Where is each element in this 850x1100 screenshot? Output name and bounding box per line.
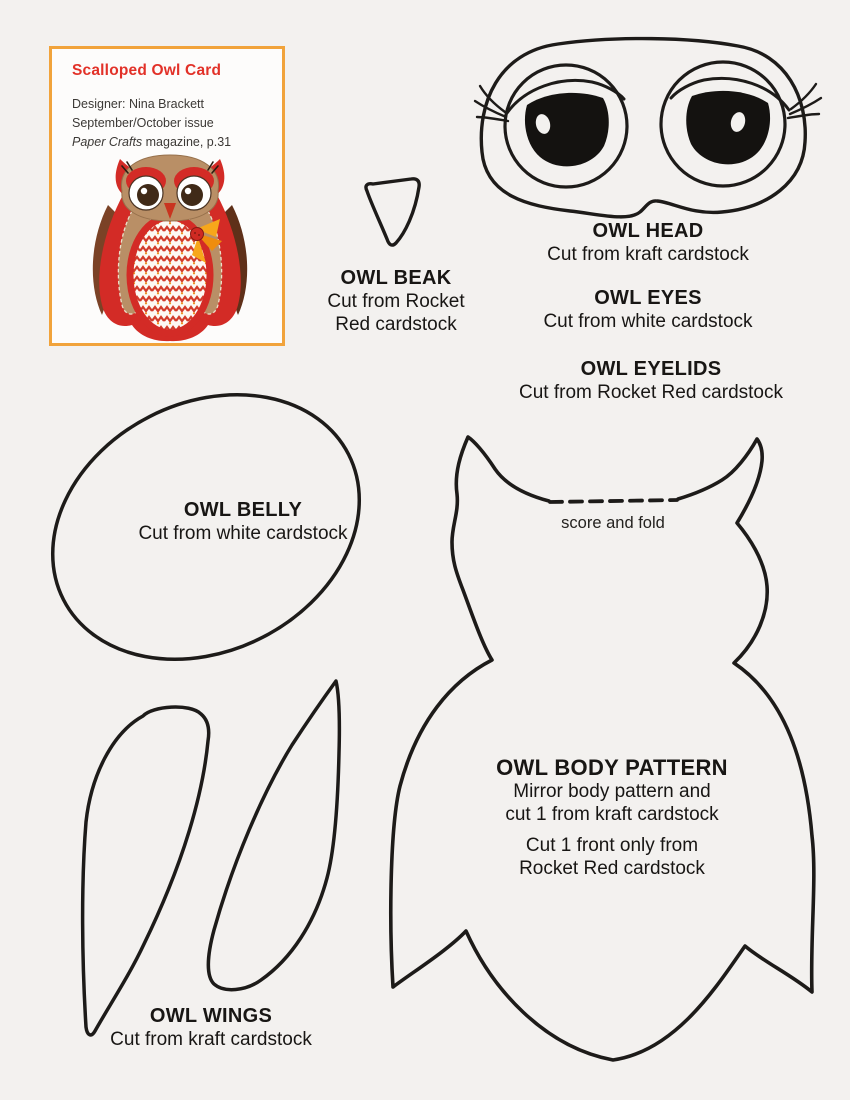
owl-bow-button [191, 228, 204, 241]
body-label-line4: Rocket Red cardstock [519, 858, 705, 879]
owl-pupil-right [181, 184, 203, 206]
score-fold-dashed-line [550, 500, 677, 502]
body-pattern-label [496, 756, 728, 880]
head-label-title: OWL HEAD [592, 220, 704, 242]
eyes-label-title: OWL EYES [594, 287, 702, 309]
owl-highlight-left [141, 188, 147, 194]
belly-label-title: OWL BELLY [183, 499, 303, 521]
body-label-line1: Mirror body pattern and [513, 781, 711, 802]
card-issue-line: September/October issue [72, 115, 214, 130]
owl-wings-templates [83, 681, 340, 1035]
head-label [547, 219, 749, 266]
right-wing-shape [208, 681, 339, 990]
wings-label-subtitle: Cut from kraft cardstock [110, 1029, 312, 1050]
beak-label [327, 266, 464, 336]
belly-label-subtitle: Cut from white cardstock [138, 523, 348, 544]
eyelids-label-subtitle: Cut from Rocket Red cardstock [519, 382, 783, 403]
project-info-card [49, 46, 285, 346]
card-title: Scalloped Owl Card [72, 62, 222, 79]
eyelids-label-title: OWL EYELIDS [580, 358, 722, 380]
card-magazine-rest: magazine, p.31 [142, 134, 232, 149]
left-pupil [525, 93, 609, 167]
eyes-label-subtitle: Cut from white cardstock [543, 311, 753, 332]
owl-head-template [475, 39, 821, 217]
beak-label-line1: Cut from Rocket [327, 291, 465, 312]
score-fold-label: score and fold [561, 514, 665, 532]
wings-label-title: OWL WINGS [149, 1005, 273, 1027]
body-label-line2: cut 1 from kraft cardstock [505, 804, 719, 825]
eyelids-label [519, 357, 783, 404]
owl-beak-shape [366, 179, 419, 245]
wings-label [110, 1004, 312, 1051]
belly-label [138, 498, 347, 545]
finished-owl-photo [80, 145, 260, 345]
owl-illustration [93, 155, 247, 341]
card-designer-line: Designer: Nina Brackett [72, 97, 205, 111]
card-magazine-name: Paper Crafts [72, 134, 143, 149]
right-pupil [686, 91, 770, 165]
body-label-line3: Cut 1 front only from [525, 835, 699, 856]
beak-label-title: OWL BEAK [340, 267, 452, 289]
beak-label-line2: Red cardstock [335, 314, 457, 335]
left-wing-shape [83, 707, 209, 1035]
head-label-subtitle: Cut from kraft cardstock [547, 244, 749, 265]
card-meta [72, 95, 231, 151]
owl-pupil-left [137, 184, 159, 206]
body-label-title: OWL BODY PATTERN [496, 755, 728, 780]
owl-highlight-right [185, 188, 191, 194]
eyes-label [543, 286, 752, 333]
